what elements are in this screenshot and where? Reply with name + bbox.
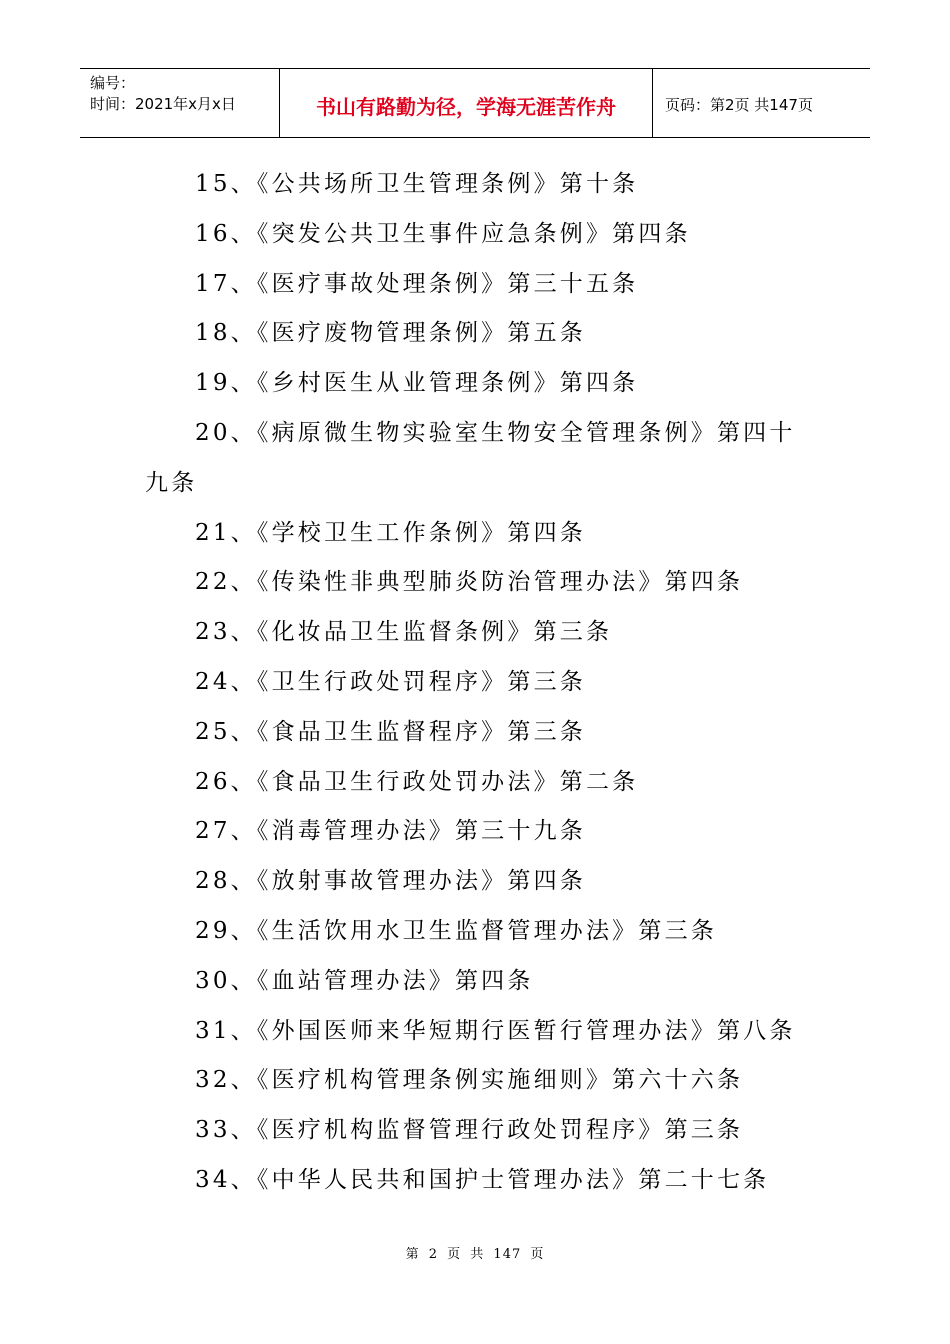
list-item: 25、《食品卫生监督程序》第三条 — [195, 718, 586, 745]
list-item: 20、《病原微生物实验室生物安全管理条例》第四十 — [195, 419, 796, 446]
header-meta-cell — [80, 69, 280, 137]
list-item: 17、《医疗事故处理条例》第三十五条 — [195, 270, 639, 297]
list-item: 30、《血站管理办法》第四条 — [195, 967, 534, 994]
list-item: 21、《学校卫生工作条例》第四条 — [195, 519, 586, 546]
list-item: 19、《乡村医生从业管理条例》第四条 — [195, 370, 639, 397]
list-item-continuation: 九条 — [145, 469, 198, 496]
list-item: 33、《医疗机构监督管理行政处罚程序》第三条 — [195, 1117, 744, 1144]
list-item: 24、《卫生行政处罚程序》第三条 — [195, 668, 586, 695]
page-footer: 第 2 页 共 147 页 — [405, 1247, 545, 1262]
header-page-info: 页码：第2页 共147页 — [665, 95, 813, 114]
list-item: 22、《传染性非典型肺炎防治管理办法》第四条 — [195, 569, 744, 596]
list-item: 28、《放射事故管理办法》第四条 — [195, 868, 586, 895]
list-item: 23、《化妆品卫生监督条例》第三条 — [195, 619, 613, 646]
list-item: 29、《生活饮用水卫生监督管理办法》第三条 — [195, 917, 717, 944]
list-item: 26、《食品卫生行政处罚办法》第二条 — [195, 768, 639, 795]
list-item: 15、《公共场所卫生管理条例》第十条 — [195, 171, 639, 197]
document-body — [145, 160, 815, 1206]
header-motto: 书山有路勤为径，学海无涯苦作舟 — [280, 69, 653, 137]
document-time-label: 时间：2021年x月x日 — [90, 95, 236, 113]
list-item: 27、《消毒管理办法》第三十九条 — [195, 818, 586, 845]
list-item: 18、《医疗废物管理条例》第五条 — [195, 320, 586, 347]
list-item: 32、《医疗机构管理条例实施细则》第六十六条 — [195, 1067, 744, 1094]
list-item: 34、《中华人民共和国护士管理办法》第二十七条 — [195, 1166, 770, 1193]
list-item: 16、《突发公共卫生事件应急条例》第四条 — [195, 220, 691, 247]
list-item: 31、《外国医师来华短期行医暂行管理办法》第八条 — [195, 1017, 796, 1044]
document-number-label: 编号： — [90, 74, 136, 92]
page-header — [80, 68, 870, 138]
